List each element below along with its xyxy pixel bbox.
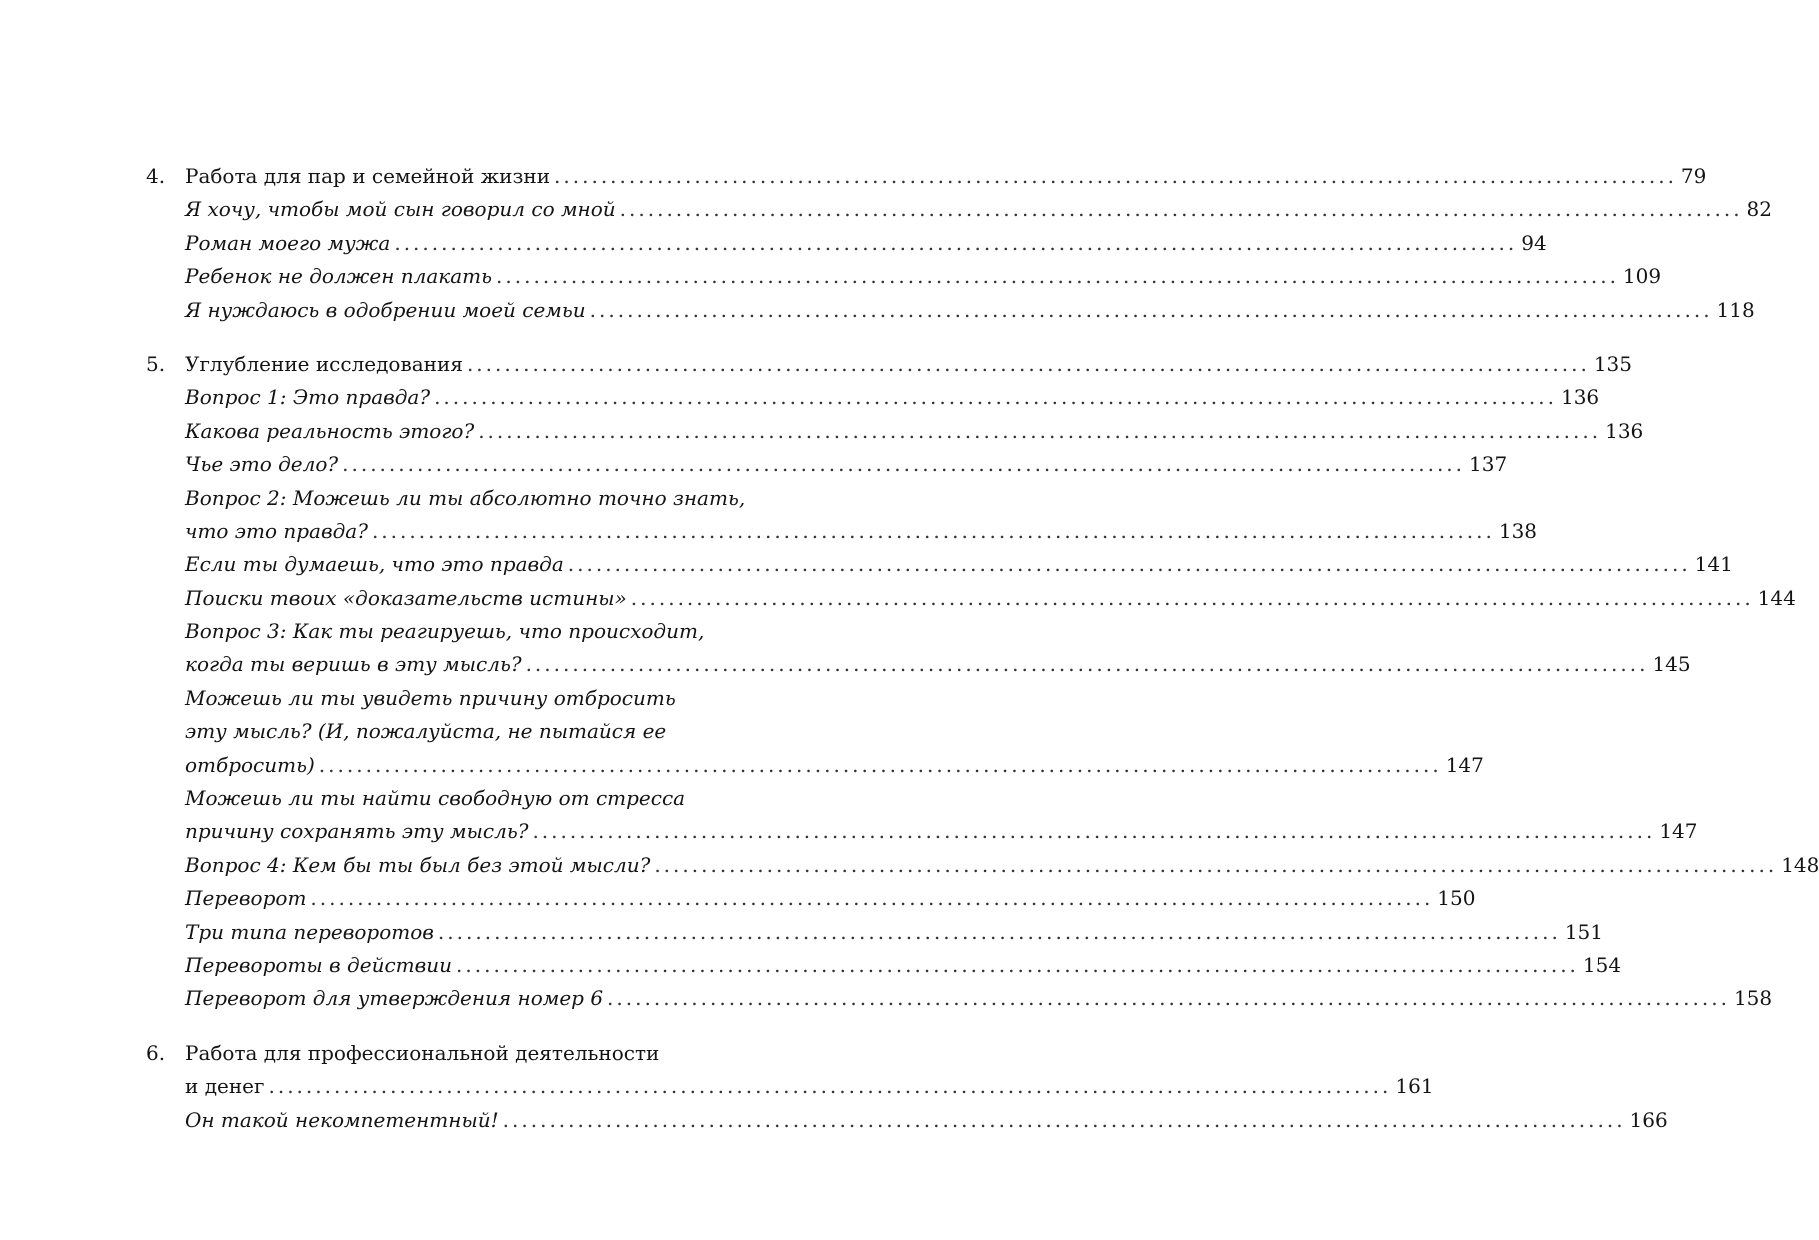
toc-entry-title: Углубление исследования: [185, 351, 463, 376]
toc-entry-title: Ребенок не должен плакать: [185, 264, 493, 289]
toc-entry-title: когда ты веришь в эту мысль?: [185, 652, 522, 677]
toc-entry-title: причину сохранять эту мысль?: [185, 819, 529, 844]
toc-entry[interactable]: [185, 160, 1707, 193]
toc-entry[interactable]: [185, 882, 1476, 915]
dot-leader: ........................................................................................................................: [342, 452, 1466, 477]
chapter-number: 4.: [146, 164, 166, 188]
toc-entry-title: Он такой некомпетентный!: [185, 1107, 499, 1132]
page-number: 136: [1560, 385, 1600, 410]
dot-leader: ........................................................................................................................: [532, 819, 1656, 844]
toc-entry-title: Если ты думаешь, что это правда: [185, 552, 564, 577]
chapter-number: 6.: [146, 1040, 166, 1065]
dot-leader: ........................................................................................................................: [310, 886, 1434, 911]
toc-entry[interactable]: [185, 1104, 1668, 1137]
toc-entry-line: Вопрос 2: Можешь ли ты абсолютно точно знать,: [185, 485, 746, 510]
dot-leader: ........................................................................................................................: [502, 1107, 1626, 1132]
toc-entry[interactable]: [185, 515, 1538, 548]
dot-leader: ........................................................................................................................: [466, 351, 1590, 376]
page-number: 148: [1781, 852, 1819, 877]
toc-entry-line: Можешь ли ты увидеть причину отбросить: [185, 685, 676, 710]
toc-entry[interactable]: [185, 582, 1796, 615]
page-number: 79: [1680, 164, 1707, 188]
page-number: 135: [1593, 351, 1633, 376]
toc-entry[interactable]: [185, 982, 1773, 1015]
toc-entry-title: Поиски твоих «доказательств истины»: [185, 585, 627, 610]
page-number: 136: [1605, 418, 1644, 443]
page-number: 150: [1437, 886, 1476, 911]
dot-leader: ........................................................................................................................: [567, 552, 1691, 577]
dot-leader: ........................................................................................................................: [607, 986, 1730, 1011]
toc-entry-title: Переворот: [185, 886, 307, 911]
toc-entry-title: Какова реальность этого?: [185, 418, 475, 443]
toc-entry[interactable]: [185, 448, 1508, 481]
toc-entry[interactable]: [185, 193, 1772, 226]
toc-entry-title: Переворот для утверждения номер 6: [185, 986, 604, 1011]
toc-entry-title: Роман моего мужа: [185, 230, 391, 255]
toc-entry[interactable]: [185, 849, 1819, 882]
toc-entry-title: что это правда?: [185, 518, 368, 543]
page-number: 161: [1395, 1074, 1434, 1099]
toc-entry[interactable]: [185, 294, 1755, 327]
dot-leader: ........................................................................................................................: [589, 297, 1713, 322]
page-number: 118: [1716, 297, 1755, 322]
toc-entry-title: Перевороты в действии: [185, 952, 453, 977]
page-number: 109: [1622, 264, 1662, 289]
dot-leader: ........................................................................................................................: [371, 518, 1495, 543]
page-number: 137: [1469, 452, 1508, 477]
toc-entry[interactable]: [185, 381, 1600, 414]
toc-entry[interactable]: [185, 648, 1691, 681]
page-number: 94: [1521, 230, 1547, 255]
toc-entry-title: Три типа переворотов: [185, 919, 434, 944]
page-number: 145: [1652, 652, 1691, 677]
toc-entry-title: Вопрос 1: Это правда?: [185, 385, 431, 410]
page-number: 154: [1582, 952, 1622, 977]
toc-entry[interactable]: [185, 415, 1644, 448]
toc-entry[interactable]: [185, 548, 1733, 581]
toc-entry-title: Работа для пар и семейной жизни: [185, 164, 551, 188]
dot-leader: ........................................................................................................................: [496, 264, 1619, 289]
dot-leader: ........................................................................................................................: [554, 164, 1677, 188]
toc-entry-title: и денег: [185, 1074, 265, 1099]
page-number: 166: [1629, 1107, 1668, 1132]
page-number: 144: [1757, 585, 1796, 610]
dot-leader: ........................................................................................................................: [525, 652, 1649, 677]
dot-leader: ........................................................................................................................: [434, 385, 1557, 410]
toc-entry[interactable]: [185, 227, 1547, 260]
page-number: 82: [1746, 197, 1772, 222]
dot-leader: ........................................................................................................................: [456, 952, 1579, 977]
toc-entry[interactable]: [185, 815, 1698, 848]
toc-entry-line: эту мысль? (И, пожалуйста, не пытайся ее: [185, 719, 667, 744]
toc-entry-title: Я нуждаюсь в одобрении моей семьи: [185, 297, 586, 322]
dot-leader: ........................................................................................................................: [654, 852, 1778, 877]
toc-chapter: [146, 348, 1819, 1016]
toc-entry[interactable]: [185, 1070, 1434, 1103]
dot-leader: ........................................................................................................................: [268, 1074, 1392, 1099]
chapter-number: 5.: [146, 351, 166, 376]
toc-entry-title: Я хочу, чтобы мой сын говорил со мной: [185, 197, 616, 222]
toc-entry-title: Вопрос 4: Кем бы ты был без этой мысли?: [185, 852, 651, 877]
page-number: 147: [1445, 752, 1484, 777]
toc-entry-line: Вопрос 3: Как ты реагируешь, что происходит,: [185, 619, 705, 644]
page-number: 141: [1694, 552, 1733, 577]
dot-leader: ........................................................................................................................: [619, 197, 1743, 222]
dot-leader: ........................................................................................................................: [318, 752, 1442, 777]
toc-entry-line: Работа для профессиональной деятельности: [185, 1040, 660, 1065]
toc-entry-title: Чье это дело?: [185, 452, 339, 477]
toc-entry[interactable]: [185, 949, 1622, 982]
toc-entry[interactable]: [185, 348, 1633, 381]
toc-entry-line: Можешь ли ты найти свободную от стресса: [185, 786, 686, 811]
dot-leader: ........................................................................................................................: [630, 585, 1754, 610]
page-number: 147: [1659, 819, 1698, 844]
toc-chapter: [146, 160, 1772, 327]
toc-entry-title: отбросить): [185, 752, 315, 777]
toc-entry[interactable]: [185, 749, 1484, 782]
page-number: 151: [1564, 919, 1603, 944]
dot-leader: ........................................................................................................................: [478, 418, 1602, 443]
table-of-contents: [146, 160, 1819, 1158]
toc-entry[interactable]: [185, 916, 1603, 949]
toc-chapter: [146, 1037, 1668, 1137]
dot-leader: ........................................................................................................................: [394, 230, 1518, 255]
toc-entry[interactable]: [185, 260, 1662, 293]
dot-leader: ........................................................................................................................: [437, 919, 1561, 944]
page-number: 138: [1498, 518, 1538, 543]
page-number: 158: [1733, 986, 1773, 1011]
